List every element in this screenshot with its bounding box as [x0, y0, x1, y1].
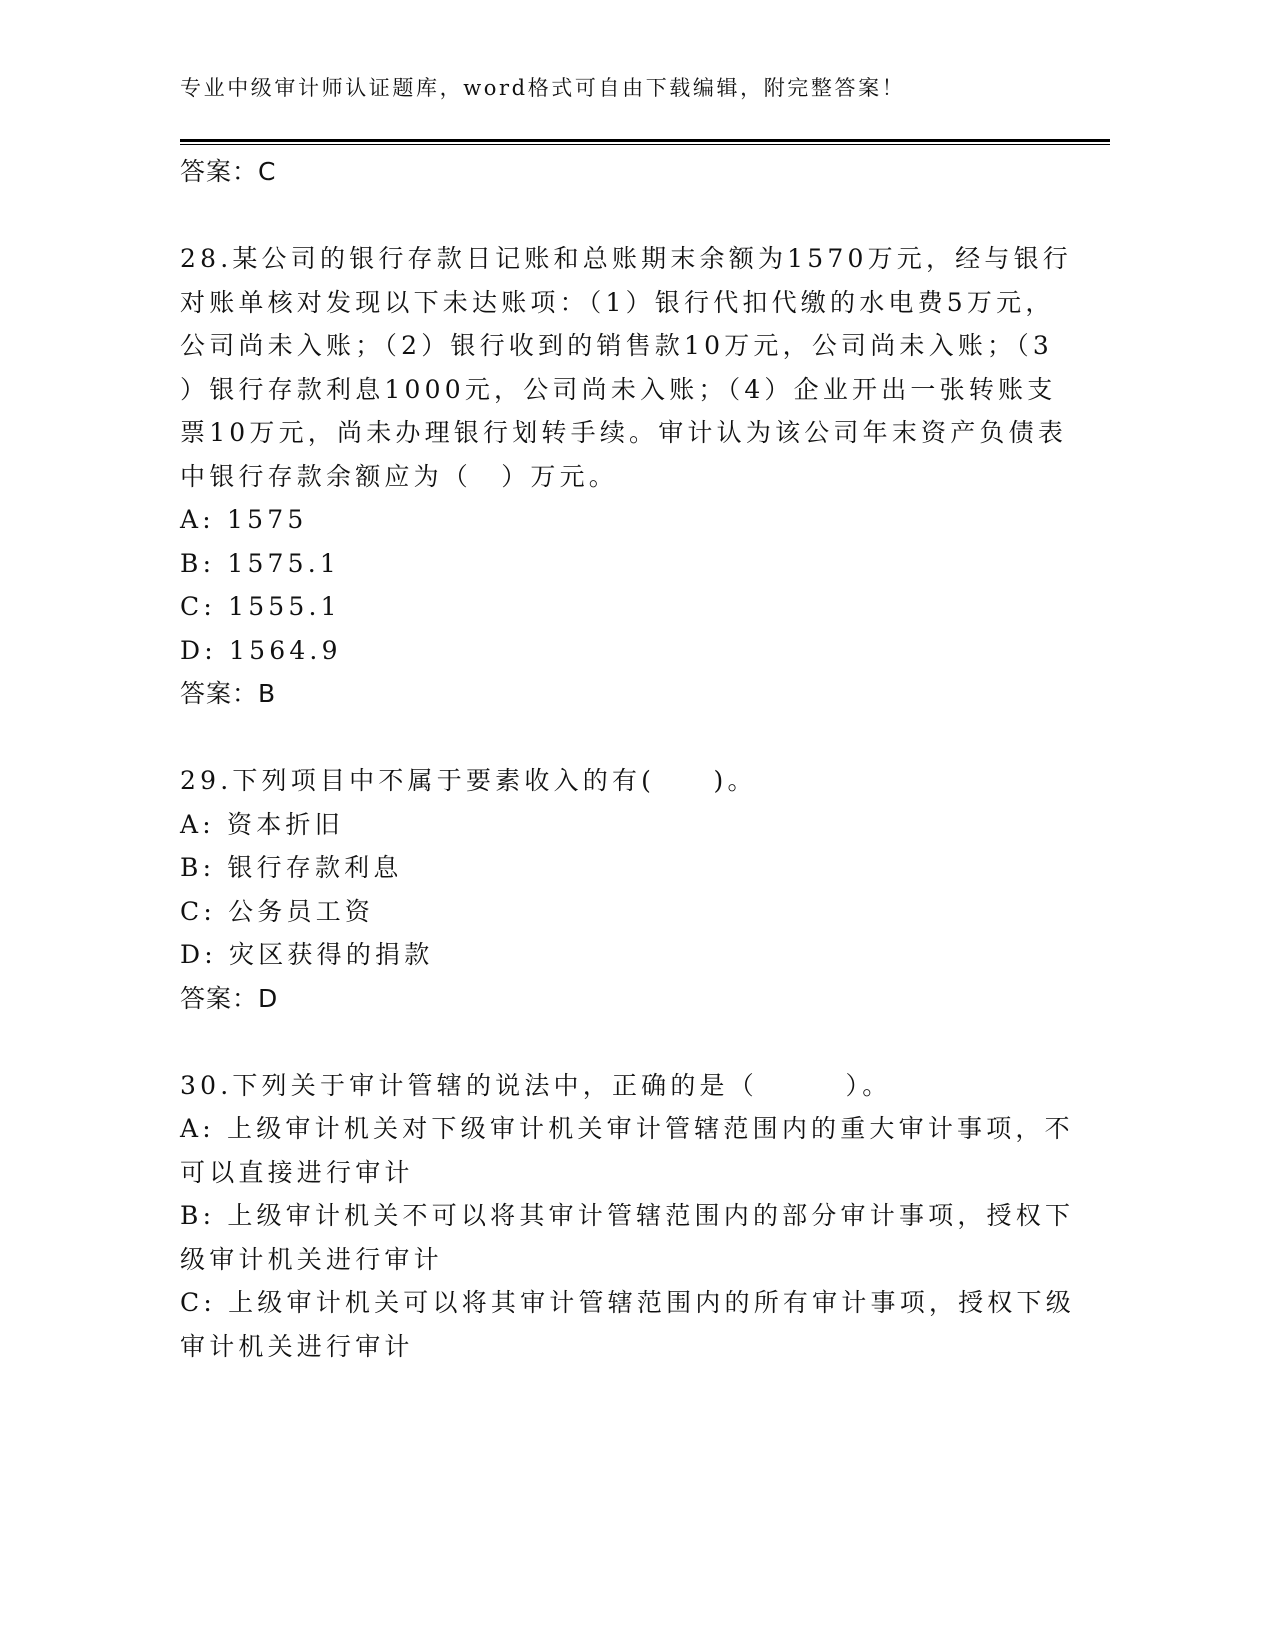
question-28-answer: 答案：B	[180, 679, 277, 708]
question-29-line: 29.下列项目中不属于要素收入的有( )。	[180, 766, 757, 795]
question-30-option-a	[180, 1107, 1074, 1194]
header-rule-thin	[180, 144, 1110, 145]
question-30-option-b	[180, 1194, 1075, 1281]
page-header: 专业中级审计师认证题库，word格式可自由下载编辑，附完整答案！	[180, 76, 906, 100]
option-line: A: 上级审计机关对下级审计机关审计管辖范围内的重大审计事项，不	[180, 1114, 1074, 1143]
header-rule-thick	[180, 139, 1110, 142]
spacer	[180, 716, 1040, 759]
question-29-option-b: B: 银行存款利息	[180, 853, 403, 882]
answer-previous: 答案：C	[180, 157, 277, 186]
question-28-option-b: B: 1575.1	[180, 548, 341, 578]
question-30	[180, 1064, 1040, 1108]
question-30-line: 30.下列关于审计管辖的说法中，正确的是（ ）。	[180, 1070, 892, 1100]
question-28	[180, 237, 1072, 498]
question-28-line: 公司尚未入账；（2）银行收到的销售款10万元，公司尚未入账；（3	[180, 331, 1054, 360]
question-28-option-a: A: 1575	[180, 505, 308, 534]
question-28-line: 对账单核对发现以下未达账项：（1）银行代扣代缴的水电费5万元，	[180, 287, 1055, 317]
question-29-answer: 答案：D	[180, 983, 279, 1013]
question-content	[180, 150, 1075, 1368]
question-28-line: 28.某公司的银行存款日记账和总账期末余额为1570万元，经与银行	[180, 244, 1072, 273]
question-30-option-c	[180, 1281, 1075, 1368]
question-28-option-c: C: 1555.1	[180, 592, 341, 621]
question-28-line: 中银行存款余额应为（ ）万元。	[180, 461, 619, 491]
question-29-option-c: C: 公务员工资	[180, 896, 375, 926]
option-line: 级审计机关进行审计	[180, 1244, 443, 1274]
spacer	[180, 194, 1040, 237]
question-28-line: 票10万元，尚未办理银行划转手续。审计认为该公司年末资产负债表	[180, 418, 1068, 447]
option-line: B: 上级审计机关不可以将其审计管辖范围内的部分审计事项，授权下	[180, 1201, 1075, 1230]
question-29-option-d: D: 灾区获得的捐款	[180, 940, 434, 969]
question-29-option-a: A: 资本折旧	[180, 809, 344, 839]
option-line: 可以直接进行审计	[180, 1157, 414, 1187]
question-28-line: ）银行存款利息1000元，公司尚未入账；（4）企业开出一张转账支	[180, 374, 1057, 404]
option-line: C: 上级审计机关可以将其审计管辖范围内的所有审计事项，授权下级	[180, 1288, 1075, 1317]
spacer	[180, 1021, 1040, 1064]
option-line: 审计机关进行审计	[180, 1331, 414, 1361]
question-29	[180, 759, 1040, 803]
question-28-option-d: D: 1564.9	[180, 635, 342, 665]
